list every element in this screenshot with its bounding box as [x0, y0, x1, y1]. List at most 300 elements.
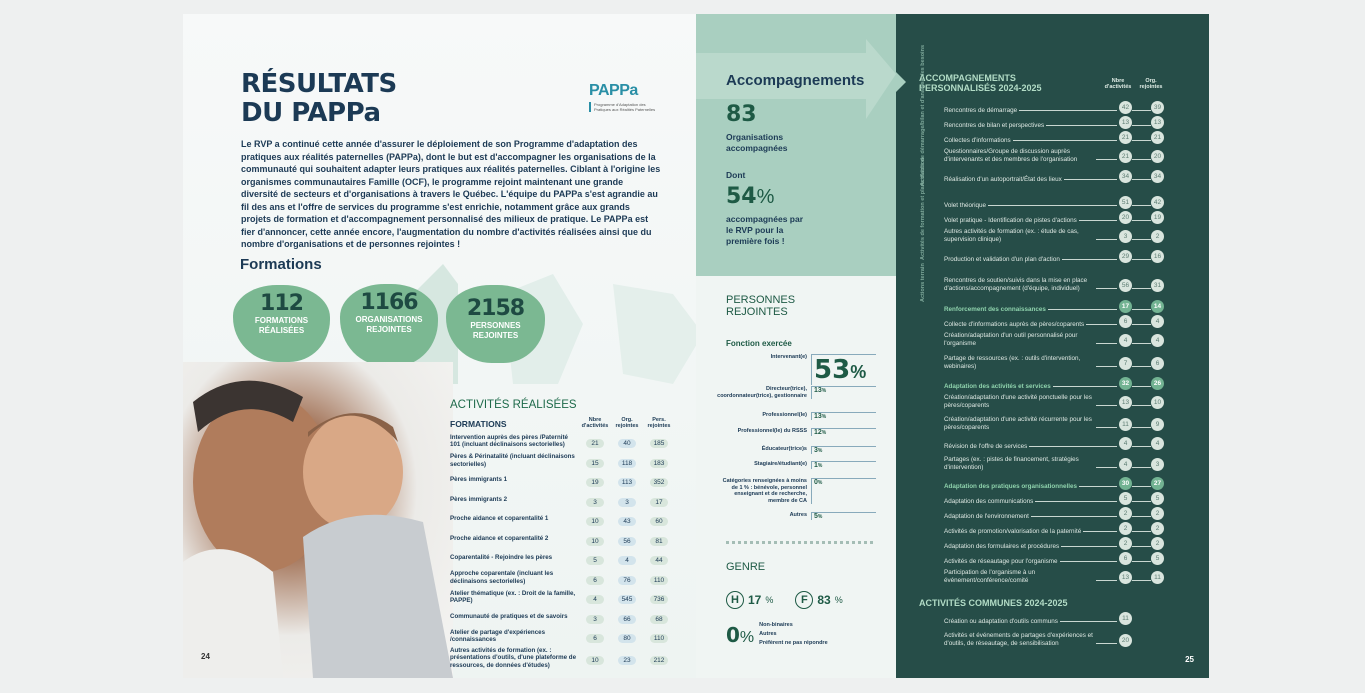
- page-number: 25: [1185, 655, 1194, 664]
- leader-line: [1035, 501, 1117, 502]
- leader-line: [1079, 486, 1117, 487]
- value-pill: 10: [586, 537, 604, 546]
- value-pill: 185: [650, 439, 668, 448]
- table-row: [450, 491, 675, 509]
- fonction-value: [811, 461, 876, 469]
- table-row: [944, 377, 1164, 390]
- activites-badge: 30: [1119, 477, 1132, 490]
- activites-badge: 42: [1119, 101, 1132, 114]
- value-pill: 4: [586, 595, 604, 604]
- value-pill: 10: [586, 517, 604, 526]
- table-row: [944, 250, 1164, 263]
- col-header-activites: Nbre d'activités: [1104, 78, 1132, 90]
- col-header: Nbre d'activités: [581, 417, 609, 429]
- row-label: Collectes d'informations: [944, 136, 1011, 144]
- leader-line: [1132, 580, 1151, 581]
- cell: [643, 549, 675, 567]
- activites-badge: 21: [1119, 150, 1132, 163]
- activites-badge: 13: [1119, 571, 1132, 584]
- leader-line: [1096, 343, 1117, 344]
- row-label: Création/adaptation d'un outil personnalisé pour l'organisme: [944, 332, 1078, 347]
- leader-line: [1132, 467, 1151, 468]
- activites-badge: 2: [1119, 522, 1132, 535]
- activites-badge: 5: [1119, 492, 1132, 505]
- value-pill: 5: [586, 556, 604, 565]
- leader-line: [1132, 366, 1151, 367]
- stat-label: FORMATIONS: [254, 316, 309, 325]
- male-pct: 17: [748, 593, 762, 607]
- table-row: [450, 569, 675, 587]
- org-badge: 5: [1151, 492, 1164, 505]
- row-label: Rencontres de bilan et perspectives: [944, 121, 1045, 129]
- leader-line: [1132, 531, 1151, 532]
- leader-line: [1132, 159, 1151, 160]
- leader-line: [1132, 446, 1151, 447]
- leader-line: [1132, 179, 1151, 180]
- org-badge: 13: [1151, 116, 1164, 129]
- org-badge: 5: [1151, 552, 1164, 565]
- leader-line: [1132, 239, 1151, 240]
- title-line-1: RÉSULTATS: [241, 69, 397, 99]
- group-label: Actions terrain: [920, 263, 926, 302]
- formations-heading: Formations: [240, 256, 322, 273]
- fonction-row: [716, 354, 876, 385]
- value-pill: 10: [586, 656, 604, 665]
- cell: [643, 510, 675, 528]
- org-badge: 4: [1151, 437, 1164, 450]
- leader-line: [1132, 486, 1151, 487]
- stat-bubble-organisations: [340, 284, 438, 366]
- leader-line: [1096, 467, 1117, 468]
- value-pill: 212: [650, 656, 668, 665]
- col-header-org: Org. rejointes: [1139, 78, 1163, 90]
- leader-line: [1096, 643, 1117, 644]
- row-label: Révision de l'offre de services: [944, 442, 1028, 450]
- row-label: Atelier de partage d'expériences /connaissances: [450, 628, 546, 643]
- leader-line: [1132, 405, 1151, 406]
- value-pill: 23: [618, 656, 636, 665]
- cell: [611, 510, 643, 528]
- value-pill: 15: [586, 459, 604, 468]
- activites-badge: 11: [1119, 612, 1132, 625]
- pappa-logo: [589, 82, 659, 112]
- stat-bubble-personnes: [446, 285, 545, 363]
- table-row: [450, 588, 675, 606]
- cell: [611, 649, 643, 667]
- table-row: [944, 228, 1164, 243]
- cell: [643, 649, 675, 667]
- leader-line: [1096, 239, 1117, 240]
- female-icon: F: [795, 591, 813, 609]
- activites-badge: 29: [1119, 250, 1132, 263]
- fonction-value: [811, 354, 876, 385]
- org-badge: 3: [1151, 458, 1164, 471]
- row-label: Production et validation d'un plan d'action: [944, 255, 1060, 263]
- first-time-pct: [726, 184, 774, 209]
- right-page: [896, 14, 1209, 678]
- pct-sign: %: [756, 186, 775, 208]
- value-pill: 110: [650, 576, 668, 585]
- org-badge: 4: [1151, 334, 1164, 347]
- leader-line: [1096, 405, 1117, 406]
- leader-line: [1048, 309, 1117, 310]
- org-badge: 20: [1151, 150, 1164, 163]
- cell: [579, 608, 611, 626]
- value-pill: 43: [618, 517, 636, 526]
- value-pill: 21: [586, 439, 604, 448]
- cell: [611, 549, 643, 567]
- table-row: [944, 211, 1164, 224]
- stat-label: REJOINTES: [472, 331, 519, 340]
- accompagnements-perso-title: [919, 73, 1042, 93]
- cell: [611, 432, 643, 450]
- cell: [579, 549, 611, 567]
- cell: [611, 452, 643, 470]
- activities-title: ACTIVITÉS RÉALISÉES: [450, 399, 577, 411]
- left-page: [183, 14, 696, 678]
- value-pill: 183: [650, 459, 668, 468]
- leader-line: [1132, 516, 1151, 517]
- value-pill: 66: [618, 615, 636, 624]
- org-badge: 31: [1151, 279, 1164, 292]
- activites-badge: 4: [1119, 334, 1132, 347]
- org-badge: 26: [1151, 377, 1164, 390]
- cell: [643, 608, 675, 626]
- value-pill: 60: [650, 517, 668, 526]
- row-label: Création/adaptation d'une activité récurrente pour les pères/coparents: [944, 416, 1092, 431]
- value-pill: 736: [650, 595, 668, 604]
- page-number: 24: [201, 652, 210, 661]
- leader-line: [1053, 386, 1117, 387]
- fonction-label: Directeur(trice), coordonnateur(trice), gestionnaire: [717, 386, 807, 399]
- table-row: [944, 492, 1164, 505]
- value-pill: 19: [586, 478, 604, 487]
- table-row: [944, 612, 1132, 625]
- cell: [579, 510, 611, 528]
- other-pct: 0: [726, 622, 740, 647]
- row-label: Pères & Périnatalité (incluant déclinaisons sectorielles): [450, 453, 575, 468]
- fonction-label: Stagiaire/étudiant(e): [754, 461, 807, 467]
- personnes-title: [726, 294, 795, 318]
- row-label: Volet théorique: [944, 201, 987, 209]
- leader-line: [1096, 580, 1117, 581]
- leader-line: [1132, 288, 1151, 289]
- leader-line: [1132, 309, 1151, 310]
- value-pill: 4: [618, 556, 636, 565]
- acc-label: Organisations accompagnées: [726, 132, 788, 153]
- fonction-value: [811, 428, 876, 436]
- leader-line: [1029, 446, 1117, 447]
- leader-line: [1046, 125, 1117, 126]
- value-pill: 76: [618, 576, 636, 585]
- row-label: Coparentalité - Rejoindre les pères: [450, 554, 553, 562]
- value-pill: 44: [650, 556, 668, 565]
- row-label: Création/adaptation d'une activité ponctuelle pour les pères/coparents: [944, 394, 1092, 409]
- leader-line: [1083, 531, 1117, 532]
- row-label: Collecte d'informations auprès de pères/coparents: [944, 320, 1085, 328]
- pct-value: 5: [814, 513, 818, 520]
- cell: [579, 588, 611, 606]
- org-badge: 11: [1151, 571, 1164, 584]
- activites-badge: 17: [1119, 300, 1132, 313]
- activites-badge: 32: [1119, 377, 1132, 390]
- value-pill: 40: [618, 439, 636, 448]
- org-badge: 27: [1151, 477, 1164, 490]
- leader-line: [1096, 427, 1117, 428]
- leader-line: [1061, 546, 1117, 547]
- table-row: [944, 196, 1164, 209]
- leader-line: [1079, 220, 1117, 221]
- fonction-row: [716, 412, 876, 420]
- cell: [579, 649, 611, 667]
- pct-sign: %: [765, 595, 774, 605]
- row-label: Création ou adaptation d'outils communs: [944, 617, 1058, 625]
- table-row: [944, 300, 1164, 313]
- leader-line: [1060, 621, 1117, 622]
- value-pill: 352: [650, 478, 668, 487]
- activites-badge: 6: [1119, 315, 1132, 328]
- stat-label: ORGANISATIONS: [355, 315, 423, 324]
- cell: [611, 627, 643, 645]
- cell: [579, 491, 611, 509]
- pct-value: 53: [814, 355, 851, 385]
- row-label: Rencontres de soutien/suivis dans la mise en place d'actions/accompagnement (d'équipe, individuel): [944, 277, 1088, 292]
- row-label: Pères immigrants 2: [450, 495, 508, 503]
- leader-line: [1132, 501, 1151, 502]
- leader-line: [1132, 427, 1151, 428]
- title-line: PERSONNES: [726, 294, 796, 306]
- table-row: [944, 456, 1164, 471]
- cell: [611, 491, 643, 509]
- cell: [643, 530, 675, 548]
- activites-badge: 4: [1119, 437, 1132, 450]
- activites-badge: 13: [1119, 116, 1132, 129]
- cell: [643, 471, 675, 489]
- table-row: [944, 355, 1164, 370]
- pct-sign: %: [817, 463, 823, 469]
- other-label: Non-binaires: [759, 622, 793, 628]
- table-row: [450, 549, 675, 567]
- leader-line: [1132, 110, 1151, 111]
- org-badge: 21: [1151, 131, 1164, 144]
- table-row: [450, 432, 675, 450]
- activities-header: [450, 417, 675, 429]
- leader-line: [1062, 259, 1117, 260]
- leader-line: [1013, 140, 1117, 141]
- brochure-spread: [183, 14, 1209, 678]
- stat-value: 1166: [360, 290, 418, 315]
- accompagnements-title: Accompagnements: [726, 72, 865, 89]
- org-badge: 10: [1151, 396, 1164, 409]
- fonction-label: Professionnel(le): [762, 412, 807, 418]
- activites-badge: 21: [1119, 131, 1132, 144]
- table-row: [944, 437, 1164, 450]
- fonction-label: Intervenant(e): [770, 354, 807, 360]
- leader-line: [1132, 546, 1151, 547]
- org-badge: 6: [1151, 357, 1164, 370]
- row-label: Adaptation des activités et services: [944, 382, 1051, 390]
- org-badge: 14: [1151, 300, 1164, 313]
- cell: [579, 471, 611, 489]
- cell: [579, 452, 611, 470]
- pct-sign: %: [821, 430, 827, 436]
- fonction-title: Fonction exercée: [726, 339, 792, 348]
- row-label: Partages (ex. : pistes de financement, stratégies d'intervention): [944, 456, 1079, 471]
- value-pill: 80: [618, 634, 636, 643]
- table-row: [450, 627, 675, 645]
- activites-badge: 2: [1119, 507, 1132, 520]
- row-label: Participation de l'organisme à un événement/conférence/comité: [944, 569, 1036, 584]
- leader-line: [1064, 179, 1117, 180]
- dotted-divider: [726, 541, 873, 544]
- page-title: [241, 70, 397, 128]
- fonction-value: [811, 478, 876, 504]
- group-label: Activités de formation et plans d'action: [920, 157, 926, 260]
- org-badge: 4: [1151, 315, 1164, 328]
- table-row: [944, 315, 1164, 328]
- genre-other: [726, 621, 828, 648]
- org-badge: 2: [1151, 522, 1164, 535]
- genre-title: GENRE: [726, 561, 766, 573]
- leader-line: [1132, 324, 1151, 325]
- activites-badge: 4: [1119, 458, 1132, 471]
- value-pill: 3: [586, 498, 604, 507]
- activities-rows: [450, 432, 675, 669]
- activites-badge: 56: [1119, 279, 1132, 292]
- row-label: Partage de ressources (ex. : outils d'intervention, webinaires): [944, 355, 1081, 370]
- table-row: [944, 170, 1164, 183]
- fonction-label: Professionnel(le) du RSSS: [737, 428, 807, 434]
- org-badge: 9: [1151, 418, 1164, 431]
- fonction-row: [716, 512, 876, 520]
- leader-line: [1031, 516, 1117, 517]
- row-label: Questionnaires/Groupe de discussion auprès d'intervenants et des membres de l'organisation: [944, 148, 1078, 163]
- table-row: [944, 477, 1164, 490]
- pct-value: 12: [814, 429, 822, 436]
- pct-sign: %: [817, 448, 823, 454]
- fonction-value: [811, 412, 876, 420]
- row-label: Atelier thématique (ex. : Droit de la famille, PAPPE): [450, 589, 576, 604]
- fonction-row: [716, 461, 876, 469]
- cell: [643, 569, 675, 587]
- pct-sign: %: [817, 514, 823, 520]
- leader-line: [1096, 159, 1117, 160]
- row-label: Renforcement des connaissances: [944, 305, 1046, 313]
- table-row: [944, 552, 1164, 565]
- row-label: Proche aidance et coparentalité 2: [450, 534, 549, 542]
- value-pill: 56: [618, 537, 636, 546]
- table-row: [944, 537, 1164, 550]
- leader-line: [1132, 343, 1151, 344]
- org-badge: 2: [1151, 230, 1164, 243]
- pct-value: 13: [814, 413, 822, 420]
- table-row: [450, 647, 675, 670]
- activites-badge: 34: [1119, 170, 1132, 183]
- stat-value: 2158: [466, 296, 525, 321]
- value-pill: 68: [650, 615, 668, 624]
- title-line: PERSONNALISÉS 2024-2025: [919, 83, 1042, 93]
- pct-sign: %: [834, 595, 843, 605]
- stat-label: REJOINTES: [366, 325, 412, 334]
- stat-value: 112: [260, 291, 303, 316]
- org-badge: 2: [1151, 507, 1164, 520]
- female-pct: 83: [817, 593, 831, 607]
- cell: [611, 530, 643, 548]
- row-label: Activités et événements de partages d'expériences et d'outils, de réseautage, de sensibilisation: [944, 632, 1093, 647]
- row-label: Communauté de pratiques et de savoirs: [450, 612, 568, 620]
- group-label: Activités de démarrage/bilan et d'analyse des besoins: [920, 44, 926, 186]
- pct-value: 13: [814, 387, 822, 394]
- leader-line: [988, 205, 1117, 206]
- table-row: [944, 332, 1164, 347]
- org-badge: 16: [1151, 250, 1164, 263]
- cell: [643, 432, 675, 450]
- father-baby-photo: [183, 362, 453, 678]
- fonction-row: [716, 428, 876, 436]
- value-pill: 81: [650, 537, 668, 546]
- org-badge: 34: [1151, 170, 1164, 183]
- row-label: Adaptation des communications: [944, 497, 1034, 505]
- table-row: [450, 608, 675, 626]
- intro-paragraph: Le RVP a continué cette année d'assurer le déploiement de son Programme d'adaptation des pratiques aux réalités paternelles (PAPPa), dont le but est d'accompagner les organisations de la communauté qui souhaitent adapter leurs pratiques aux réalités paternelles. Ciblant à l'origine les organismes communautaires Famille (OCF), le programme rejoint maintenant une grande diversité de secteurs et d'organisations à travers le Québec. L'équipe du PAPPa s'est agrandie au fil des ans et l'offre de services du programme s'est enrichie, notamment grâce aux grands projets de formation et d'accompagnement personnalisé des milieux de pratique. Le PAPPa est fier d'annoncer, cette année encore, l'augmentation du nombre d'activités réalisées ainsi que du nombre d'organisations et de personnes rejointes !: [241, 139, 661, 249]
- org-badge: 2: [1151, 537, 1164, 550]
- table-row: [450, 452, 675, 470]
- table-row: [944, 416, 1164, 431]
- activities-table: [450, 399, 675, 671]
- table-row: [944, 116, 1164, 129]
- activites-badge: 7: [1119, 357, 1132, 370]
- pct-sign: %: [817, 480, 823, 486]
- pct-sign: %: [850, 362, 867, 382]
- org-badge: 42: [1151, 196, 1164, 209]
- fonction-label: Autres: [789, 512, 807, 518]
- activites-badge: 6: [1119, 552, 1132, 565]
- table-row: [944, 632, 1132, 647]
- activites-badge: 51: [1119, 196, 1132, 209]
- other-labels: [759, 621, 827, 648]
- row-label: Réalisation d'un autoportrait/État des lieux: [944, 175, 1062, 183]
- row-label: Autres activités de formation (ex. : étude de cas, supervision clinique): [944, 228, 1079, 243]
- activites-badge: 20: [1119, 634, 1132, 647]
- leader-line: [1096, 366, 1117, 367]
- title-line: ACCOMPAGNEMENTS: [919, 73, 1016, 83]
- value-pill: 17: [650, 498, 668, 507]
- cell: [643, 452, 675, 470]
- dont-label: Dont: [726, 170, 746, 180]
- pct-value: 1: [814, 462, 818, 469]
- male-icon: H: [726, 591, 744, 609]
- fonction-row: [716, 386, 876, 399]
- logo-subtitle: Programme d'Adaptation des Pratiques aux Réalités Paternelles: [589, 102, 659, 112]
- cell: [579, 627, 611, 645]
- pct-value: 54: [726, 184, 757, 209]
- leader-line: [1132, 140, 1151, 141]
- table-row: [450, 510, 675, 528]
- row-label: Autres activités de formation (ex. : présentations d'outils, d'une plateforme de ressources, de données d'études): [450, 646, 577, 669]
- other-label: Préfèrent ne pas répondre: [759, 640, 828, 646]
- pct-sign: %: [821, 414, 827, 420]
- title-line-2: DU PAPPa: [241, 98, 381, 128]
- pct-value: 0: [814, 479, 818, 486]
- fonction-row: [716, 446, 876, 454]
- table-row: [944, 522, 1164, 535]
- table-row: [944, 569, 1164, 584]
- pct-sign: %: [821, 388, 827, 394]
- cell: [643, 627, 675, 645]
- row-label: Intervention auprès des pères /Paternité 101 (incluant déclinaisons sectorielles): [450, 433, 568, 448]
- pct-value: 3: [814, 447, 818, 454]
- leader-line: [1086, 324, 1117, 325]
